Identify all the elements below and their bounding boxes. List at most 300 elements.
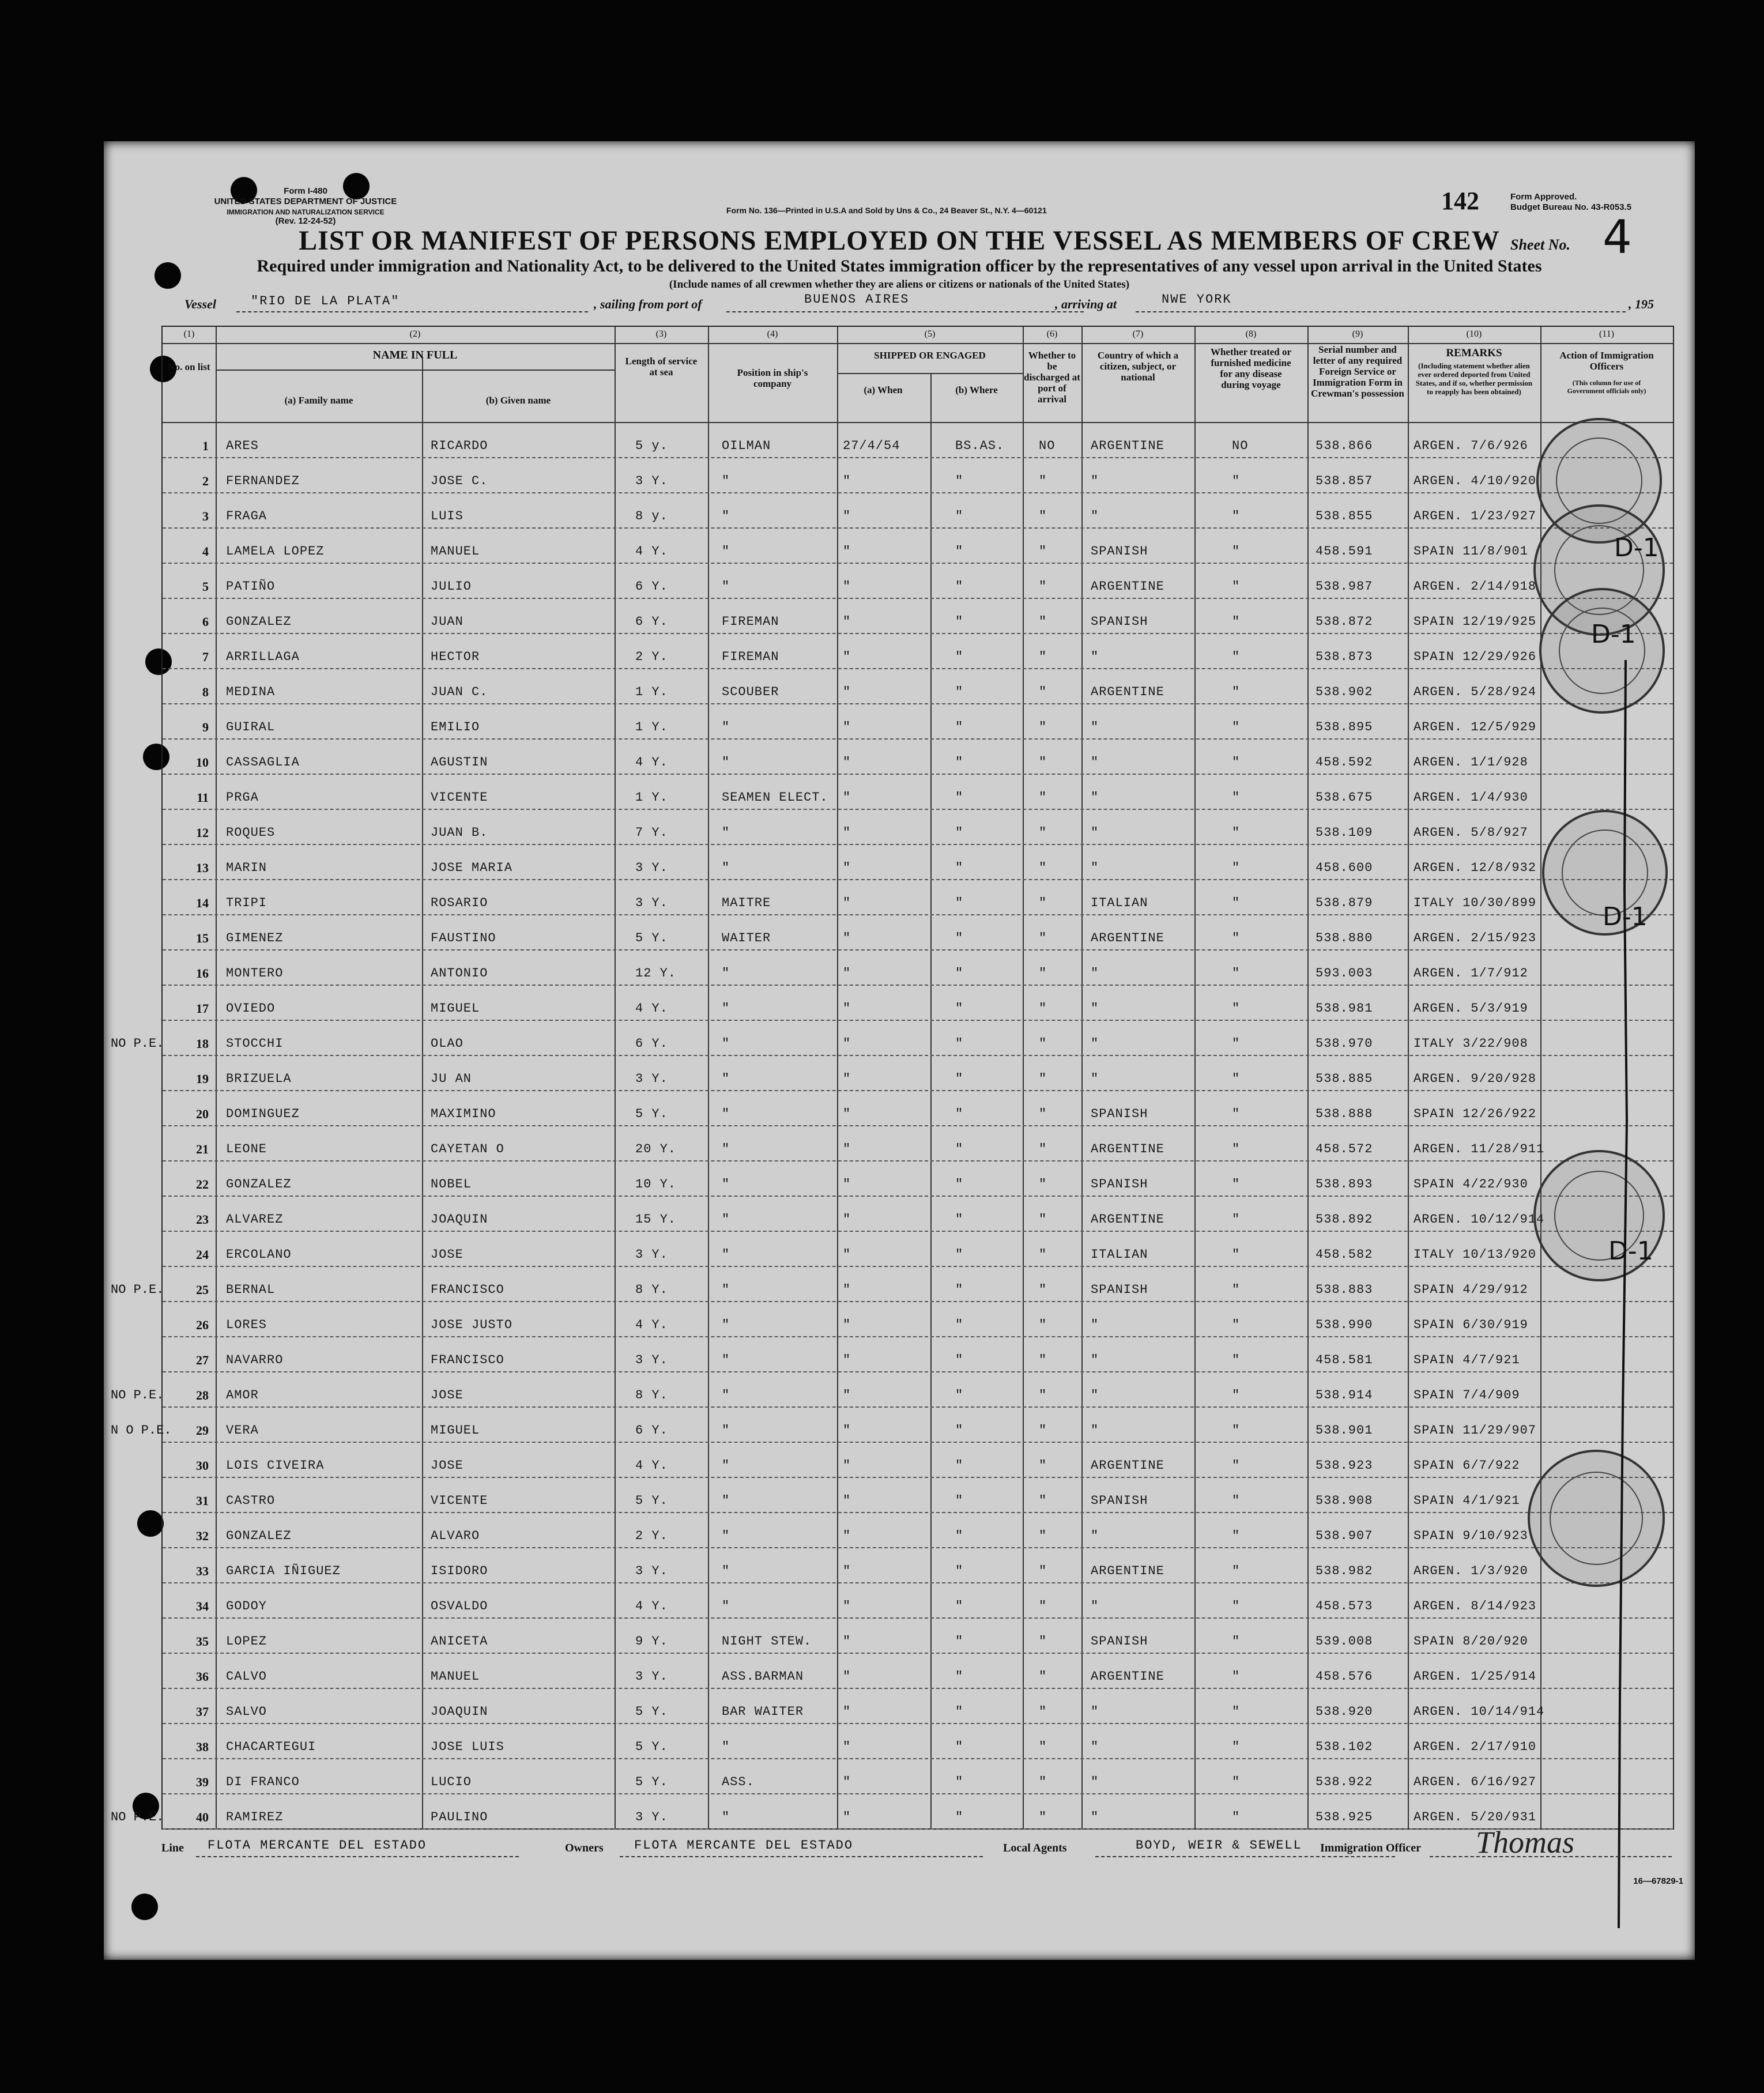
remarks: ARGEN. 9/20/928 (1414, 1072, 1537, 1086)
country: " (1091, 1529, 1099, 1543)
country: " (1091, 825, 1099, 840)
family-name: GODOY (226, 1599, 267, 1613)
shipped-when: " (843, 1529, 851, 1543)
discharged: " (1039, 544, 1047, 559)
treated: " (1232, 790, 1241, 805)
country: SPANISH (1091, 1494, 1148, 1508)
shipped-where: " (955, 931, 964, 945)
given-name: MIGUEL (431, 1001, 480, 1016)
position: " (722, 474, 730, 488)
table-row (163, 1090, 1673, 1091)
shipped-when: " (843, 1704, 851, 1719)
discharged: " (1039, 614, 1047, 629)
discharged: " (1039, 1177, 1047, 1191)
shipped-where: " (955, 1283, 964, 1297)
shipped-when: " (843, 1775, 851, 1789)
table-row (163, 1406, 1673, 1408)
treated: " (1232, 1142, 1241, 1156)
shipped-where: " (955, 1072, 964, 1086)
discharged: " (1039, 1740, 1047, 1754)
document-subnote: (Include names of all crewmen whether they are aliens or citizens or nationals of the United States) (669, 278, 1130, 291)
row-number: 28 (196, 1388, 209, 1402)
length-of-service: 3 Y. (635, 896, 668, 910)
serial-number: 538.109 (1316, 825, 1373, 840)
serial-number: 538.857 (1316, 474, 1373, 488)
shipped-where: " (955, 896, 964, 910)
table-row (163, 1266, 1673, 1267)
document-title: LIST OR MANIFEST OF PERSONS EMPLOYED ON THE VESSEL AS MEMBERS OF CREW (299, 225, 1500, 256)
shipped-when: " (843, 1036, 851, 1051)
given-name: JUAN (431, 614, 463, 629)
discharged: " (1039, 1283, 1047, 1297)
given-name: MAXIMINO (431, 1107, 496, 1121)
family-name: FRAGA (226, 509, 267, 523)
no-pe-note: NO P.E. (111, 1388, 164, 1402)
shipped-where: " (955, 1458, 964, 1473)
print-code: 16—67829-1 (1633, 1876, 1683, 1886)
given-name: OLAO (431, 1036, 463, 1051)
shipped-when: " (843, 1212, 851, 1227)
country: ITALIAN (1091, 1247, 1148, 1262)
discharged: " (1039, 1704, 1047, 1719)
no-pe-note: NO P.E. (111, 1036, 164, 1051)
treated: " (1232, 1318, 1241, 1332)
remarks: ARGEN. 8/14/923 (1414, 1599, 1537, 1613)
given-name: JU AN (431, 1072, 472, 1086)
given-name: EMILIO (431, 720, 480, 734)
given-name: VICENTE (431, 790, 488, 805)
table-row (163, 703, 1673, 704)
discharged: " (1039, 825, 1047, 840)
shipped-when: " (843, 1142, 851, 1156)
position: SCOUBER (722, 685, 779, 699)
shipped-when: " (843, 1353, 851, 1367)
country: SPANISH (1091, 1177, 1148, 1191)
treated: " (1232, 509, 1241, 523)
discharged: " (1039, 896, 1047, 910)
treated: " (1232, 1283, 1241, 1297)
remarks: ARGEN. 12/5/929 (1414, 720, 1537, 734)
remarks: ARGEN. 1/7/912 (1414, 966, 1528, 980)
country: SPANISH (1091, 544, 1148, 559)
col-shipped-engaged: SHIPPED OR ENGAGED (874, 350, 986, 361)
row-number: 12 (196, 825, 209, 840)
country: " (1091, 1423, 1099, 1438)
table-row (163, 1336, 1673, 1337)
given-name: JOSE (431, 1388, 463, 1402)
serial-number: 538.987 (1316, 579, 1373, 594)
family-name: SALVO (226, 1704, 267, 1719)
shipped-where: " (955, 579, 964, 594)
remarks: ARGEN. 2/15/923 (1414, 931, 1537, 945)
discharged: " (1039, 1036, 1047, 1051)
table-row (163, 738, 1673, 740)
serial-number: 538.925 (1316, 1810, 1373, 1824)
discharged: " (1039, 1529, 1047, 1543)
table-row (163, 1371, 1673, 1372)
length-of-service: 5 Y. (635, 1494, 668, 1508)
remarks: SPAIN 8/20/920 (1414, 1634, 1528, 1649)
col-remarks: REMARKS (1446, 347, 1502, 359)
given-name: MANUEL (431, 544, 480, 559)
col4-number: (4) (767, 329, 778, 339)
col-action: Action of Immigration Officers (1559, 350, 1654, 372)
remarks: ARGEN. 7/6/926 (1414, 439, 1528, 453)
row-number: 34 (196, 1599, 209, 1613)
col-name-in-full: NAME IN FULL (372, 349, 458, 361)
table-row (163, 1688, 1673, 1689)
family-name: ERCOLANO (226, 1247, 292, 1262)
treated: " (1232, 720, 1241, 734)
position: " (722, 1599, 730, 1613)
shipped-where: BS.AS. (955, 439, 1005, 453)
treated: " (1232, 1177, 1241, 1191)
shipped-where: " (955, 1564, 964, 1578)
length-of-service: 4 Y. (635, 755, 668, 770)
length-of-service: 4 Y. (635, 1458, 668, 1473)
family-name: GONZALEZ (226, 1529, 292, 1543)
serial-number: 538.102 (1316, 1740, 1373, 1754)
remarks: SPAIN 9/10/923 (1414, 1529, 1528, 1543)
shipped-where: " (955, 685, 964, 699)
col-action-note: (This column for use of Government officials only) (1567, 379, 1646, 395)
shipped-where: " (955, 1388, 964, 1402)
row-number: 4 (202, 544, 209, 559)
discharged: " (1039, 790, 1047, 805)
row-number: 30 (196, 1458, 209, 1473)
page-number: 142 (1441, 187, 1479, 215)
treated: " (1232, 1775, 1241, 1789)
table-row (163, 1301, 1673, 1302)
length-of-service: 7 Y. (635, 825, 668, 840)
treated: " (1232, 1599, 1241, 1613)
position: SEAMEN ELECT. (722, 790, 828, 805)
shipped-where: " (955, 1212, 964, 1227)
remarks: ARGEN. 1/3/920 (1414, 1564, 1528, 1578)
length-of-service: 15 Y. (635, 1212, 677, 1227)
table-row (163, 1196, 1673, 1197)
table-row (163, 879, 1673, 880)
department: UNITED STATES DEPARTMENT OF JUSTICE (214, 197, 397, 206)
country: " (1091, 966, 1099, 980)
treated: " (1232, 1810, 1241, 1824)
country: " (1091, 1001, 1099, 1016)
position: " (722, 544, 730, 559)
family-name: GIMENEZ (226, 931, 284, 945)
treated: " (1232, 1212, 1241, 1227)
position: " (722, 755, 730, 770)
shipped-where: " (955, 1704, 964, 1719)
serial-number: 538.970 (1316, 1036, 1373, 1051)
family-name: LEONE (226, 1142, 267, 1156)
length-of-service: 5 Y. (635, 1775, 668, 1789)
family-name: GARCIA IÑIGUEZ (226, 1564, 341, 1578)
shipped-when: " (843, 861, 851, 875)
col11-number: (11) (1599, 329, 1615, 339)
shipped-where: " (955, 1353, 964, 1367)
position: " (722, 720, 730, 734)
family-name: CASTRO (226, 1494, 276, 1508)
owners-label: Owners (565, 1842, 604, 1854)
serial-number: 538.923 (1316, 1458, 1373, 1473)
family-name: TRIPI (226, 896, 267, 910)
table-row (163, 1547, 1673, 1548)
row-number: 38 (196, 1740, 209, 1754)
country: " (1091, 1599, 1099, 1613)
family-name: ROQUES (226, 825, 276, 840)
shipped-where: " (955, 474, 964, 488)
given-name: FRANCISCO (431, 1353, 504, 1367)
family-name: OVIEDO (226, 1001, 276, 1016)
remarks: ARGEN. 5/28/924 (1414, 685, 1537, 699)
treated: " (1232, 1494, 1241, 1508)
row-number: 13 (196, 861, 209, 875)
shipped-when: " (843, 1388, 851, 1402)
col6-number: (6) (1046, 329, 1058, 339)
discharged: " (1039, 1072, 1047, 1086)
given-name: VICENTE (431, 1494, 488, 1508)
row-number: 27 (196, 1353, 209, 1367)
col-position: Position in ship's company (737, 367, 808, 389)
revision: (Rev. 12-24-52) (275, 216, 336, 226)
length-of-service: 1 Y. (635, 790, 668, 805)
discharged: " (1039, 1634, 1047, 1649)
family-name: LOPEZ (226, 1634, 267, 1649)
position: " (722, 1388, 730, 1402)
shipped-where: " (955, 1634, 964, 1649)
length-of-service: 5 Y. (635, 1107, 668, 1121)
serial-number: 538.888 (1316, 1107, 1373, 1121)
discharged: " (1039, 755, 1047, 770)
shipped-when: " (843, 1318, 851, 1332)
discharged: " (1039, 1353, 1047, 1367)
serial-number: 458.582 (1316, 1247, 1373, 1262)
discharged: " (1039, 1458, 1047, 1473)
row-number: 16 (196, 966, 209, 980)
position: " (722, 1247, 730, 1262)
treated: " (1232, 1353, 1241, 1367)
given-name: JULIO (431, 579, 472, 594)
discharged: " (1039, 1142, 1047, 1156)
family-name: AMOR (226, 1388, 259, 1402)
vessel-name: "RIO DE LA PLATA" (251, 294, 400, 308)
table-row (163, 1828, 1673, 1830)
remarks: SPAIN 4/29/912 (1414, 1283, 1528, 1297)
family-name: ARRILLAGA (226, 650, 300, 664)
shipped-where: " (955, 614, 964, 629)
position: FIREMAN (722, 650, 779, 664)
length-of-service: 1 Y. (635, 685, 668, 699)
shipped-when: " (843, 825, 851, 840)
shipped-where: " (955, 1775, 964, 1789)
given-name: LUCIO (431, 1775, 472, 1789)
country: SPANISH (1091, 614, 1148, 629)
serial-number: 538.879 (1316, 896, 1373, 910)
given-name: FRANCISCO (431, 1283, 504, 1297)
position: " (722, 1212, 730, 1227)
discharged: " (1039, 1247, 1047, 1262)
serial-number: 458.573 (1316, 1599, 1373, 1613)
given-name: ALVARO (431, 1529, 480, 1543)
length-of-service: 3 Y. (635, 1564, 668, 1578)
length-of-service: 3 Y. (635, 474, 668, 488)
row-number: 31 (196, 1494, 209, 1508)
position: " (722, 966, 730, 980)
length-of-service: 3 Y. (635, 1353, 668, 1367)
family-name: ARES (226, 439, 259, 453)
serial-number: 538.892 (1316, 1212, 1373, 1227)
discharged: " (1039, 1775, 1047, 1789)
serial-number: 458.592 (1316, 755, 1373, 770)
family-name: PATIÑO (226, 579, 276, 594)
serial-number: 458.600 (1316, 861, 1373, 875)
shipped-where: " (955, 1810, 964, 1824)
remarks: ITALY 10/30/899 (1414, 896, 1537, 910)
action-bracket-line (1591, 660, 1660, 1940)
action-mark: D-1 (1608, 1236, 1653, 1266)
country: ARGENTINE (1091, 1142, 1164, 1156)
country: " (1091, 1775, 1099, 1789)
discharged: " (1039, 474, 1047, 488)
family-name: CALVO (226, 1669, 267, 1684)
table-row (163, 774, 1673, 775)
shipped-where: " (955, 1001, 964, 1016)
col-list-number: No. on list (168, 361, 210, 372)
shipped-where: " (955, 1669, 964, 1684)
remarks: SPAIN 7/4/909 (1414, 1388, 1520, 1402)
country: " (1091, 790, 1099, 805)
no-pe-note: NO P.E. (111, 1283, 164, 1297)
discharged: " (1039, 1001, 1047, 1016)
given-name: MANUEL (431, 1669, 480, 1684)
serial-number: 538.914 (1316, 1388, 1373, 1402)
serial-number: 458.572 (1316, 1142, 1373, 1156)
treated: " (1232, 966, 1241, 980)
crew-table (111, 326, 1674, 1830)
arriving-label: , arriving at (1055, 297, 1117, 311)
given-name: JOSE (431, 1247, 463, 1262)
shipped-when: " (843, 685, 851, 699)
table-row (163, 985, 1673, 986)
family-name: ALVAREZ (226, 1212, 284, 1227)
remarks: SPAIN 6/7/922 (1414, 1458, 1520, 1473)
discharged: " (1039, 861, 1047, 875)
discharged: " (1039, 966, 1047, 980)
row-number: 7 (202, 650, 209, 664)
length-of-service: 12 Y. (635, 966, 677, 980)
family-name: MONTERO (226, 966, 284, 980)
shipped-when: " (843, 755, 851, 770)
treated: " (1232, 1036, 1241, 1051)
table-row (163, 1477, 1673, 1478)
col7-number: (7) (1132, 329, 1144, 339)
serial-number: 458.591 (1316, 544, 1373, 559)
serial-number: 538.895 (1316, 720, 1373, 734)
col-where: (b) Where (955, 384, 998, 395)
length-of-service: 5 Y. (635, 1740, 668, 1754)
shipped-where: " (955, 1423, 964, 1438)
length-of-service: 5 Y. (635, 931, 668, 945)
family-name: CHACARTEGUI (226, 1740, 316, 1754)
row-number: 8 (202, 685, 209, 699)
col3-number: (3) (655, 329, 667, 339)
position: " (722, 1072, 730, 1086)
table-row (163, 1723, 1673, 1724)
shipped-when: 27/4/54 (843, 439, 900, 453)
given-name: MIGUEL (431, 1423, 480, 1438)
remarks: ARGEN. 1/23/927 (1414, 509, 1537, 523)
length-of-service: 4 Y. (635, 1599, 668, 1613)
row-number: 24 (196, 1247, 209, 1262)
position: " (722, 1318, 730, 1332)
table-row (163, 563, 1673, 564)
given-name: JOAQUIN (431, 1212, 488, 1227)
country: ARGENTINE (1091, 439, 1164, 453)
serial-number: 538.675 (1316, 790, 1373, 805)
country: " (1091, 509, 1099, 523)
length-of-service: 8 Y. (635, 1283, 668, 1297)
row-number: 33 (196, 1564, 209, 1578)
position: MAITRE (722, 896, 771, 910)
line-value: FLOTA MERCANTE DEL ESTADO (208, 1838, 427, 1853)
country: SPANISH (1091, 1283, 1148, 1297)
given-name: JUAN B. (431, 825, 488, 840)
country: ARGENTINE (1091, 685, 1164, 699)
country: ITALIAN (1091, 896, 1148, 910)
discharged: NO (1039, 439, 1056, 453)
row-number: 25 (196, 1283, 209, 1297)
serial-number: 538.880 (1316, 931, 1373, 945)
shipped-when: " (843, 1423, 851, 1438)
remarks: SPAIN 6/30/919 (1414, 1318, 1528, 1332)
family-name: VERA (226, 1423, 259, 1438)
length-of-service: 8 Y. (635, 1388, 668, 1402)
country: ARGENTINE (1091, 579, 1164, 594)
position: FIREMAN (722, 614, 779, 629)
treated: " (1232, 896, 1241, 910)
country: " (1091, 1072, 1099, 1086)
shipped-when: " (843, 650, 851, 664)
discharged: " (1039, 1388, 1047, 1402)
family-name: LOIS CIVEIRA (226, 1458, 325, 1473)
given-name: PAULINO (431, 1810, 488, 1824)
discharged: " (1039, 1669, 1047, 1684)
length-of-service: 3 Y. (635, 1810, 668, 1824)
treated: " (1232, 1704, 1241, 1719)
position: " (722, 825, 730, 840)
position: ASS. (722, 1775, 755, 1789)
discharged: " (1039, 1107, 1047, 1121)
row-number: 23 (196, 1212, 209, 1227)
family-name: NAVARRO (226, 1353, 284, 1367)
shipped-where: " (955, 966, 964, 980)
shipped-where: " (955, 1177, 964, 1191)
action-mark: D-1 (1603, 902, 1648, 932)
position: " (722, 1810, 730, 1824)
serial-number: 458.581 (1316, 1353, 1373, 1367)
serial-number: 538.893 (1316, 1177, 1373, 1191)
remarks: ARGEN. 5/20/931 (1414, 1810, 1537, 1824)
length-of-service: 10 Y. (635, 1177, 677, 1191)
family-name: LAMELA LOPEZ (226, 544, 325, 559)
col-family-name: (a) Family name (284, 395, 353, 406)
row-number: 26 (196, 1318, 209, 1332)
length-of-service: 5 Y. (635, 1704, 668, 1719)
given-name: ISIDORO (431, 1564, 488, 1578)
length-of-service: 9 Y. (635, 1634, 668, 1649)
treated: " (1232, 1564, 1241, 1578)
treated: NO (1232, 439, 1249, 453)
